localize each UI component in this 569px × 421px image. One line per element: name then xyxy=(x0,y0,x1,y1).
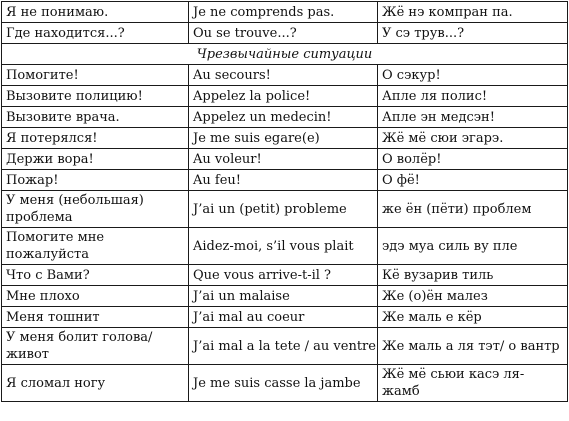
section-header-row xyxy=(2,44,568,65)
russian-phrase: У меня болит голова/ живот xyxy=(2,328,189,365)
russian-phrase: Держи вора! xyxy=(2,149,189,170)
russian-phrase: Мне плохо xyxy=(2,286,189,307)
table-row xyxy=(2,307,568,328)
table-row xyxy=(2,107,568,128)
french-phrase: J’ai mal a la tete / au ventre xyxy=(189,328,378,365)
russian-phrase: Меня тошнит xyxy=(2,307,189,328)
table-row xyxy=(2,286,568,307)
pronunciation: Жё нэ компран па. xyxy=(378,2,568,23)
pronunciation: У сэ трув...? xyxy=(378,23,568,44)
russian-phrase: Я потерялся! xyxy=(2,128,189,149)
table-row xyxy=(2,65,568,86)
russian-phrase: Я не понимаю. xyxy=(2,2,189,23)
french-phrase: J’ai un malaise xyxy=(189,286,378,307)
pronunciation: Апле эн медсэн! xyxy=(378,107,568,128)
phrasebook-table xyxy=(1,1,568,402)
table-row xyxy=(2,149,568,170)
table-row xyxy=(2,23,568,44)
table-row xyxy=(2,228,568,265)
table-row xyxy=(2,265,568,286)
pronunciation: Апле ля полис! xyxy=(378,86,568,107)
pronunciation: О фё! xyxy=(378,170,568,191)
french-phrase: Appelez un medecin! xyxy=(189,107,378,128)
french-phrase: Appelez la police! xyxy=(189,86,378,107)
russian-phrase: Вызовите полицию! xyxy=(2,86,189,107)
table-row xyxy=(2,365,568,402)
pronunciation: О сэкур! xyxy=(378,65,568,86)
russian-phrase: Помогите! xyxy=(2,65,189,86)
pronunciation: эдэ муа силь ву пле xyxy=(378,228,568,265)
pronunciation: Же маль а ля тэт/ о вантр xyxy=(378,328,568,365)
french-phrase: J’ai mal au coeur xyxy=(189,307,378,328)
french-phrase: Je me suis egare(e) xyxy=(189,128,378,149)
french-phrase: Que vous arrive-t-il ? xyxy=(189,265,378,286)
french-phrase: Au voleur! xyxy=(189,149,378,170)
russian-phrase: У меня (небольшая) проблема xyxy=(2,191,189,228)
french-phrase: Au secours! xyxy=(189,65,378,86)
pronunciation: Жё мё сьюи касэ ля- жамб xyxy=(378,365,568,402)
french-phrase: J’ai un (petit) probleme xyxy=(189,191,378,228)
russian-phrase: Что с Вами? xyxy=(2,265,189,286)
table-row xyxy=(2,2,568,23)
pronunciation: Кё вузарив тиль xyxy=(378,265,568,286)
pronunciation: Же (о)ён малез xyxy=(378,286,568,307)
russian-phrase: Помогите мне пожалуйста xyxy=(2,228,189,265)
russian-phrase: Пожар! xyxy=(2,170,189,191)
table-row xyxy=(2,191,568,228)
french-phrase: Je me suis casse la jambe xyxy=(189,365,378,402)
table-row xyxy=(2,170,568,191)
russian-phrase: Вызовите врача. xyxy=(2,107,189,128)
pronunciation: же ён (пёти) проблем xyxy=(378,191,568,228)
russian-phrase: Я сломал ногу xyxy=(2,365,189,402)
pronunciation: Же маль е кёр xyxy=(378,307,568,328)
table-row xyxy=(2,128,568,149)
section-title: Чрезвычайные ситуации xyxy=(2,44,568,65)
french-phrase: Ou se trouve...? xyxy=(189,23,378,44)
table-row xyxy=(2,328,568,365)
french-phrase: Aidez-moi, s’il vous plait xyxy=(189,228,378,265)
pronunciation: Жё мё сюи эгарэ. xyxy=(378,128,568,149)
pronunciation: О волёр! xyxy=(378,149,568,170)
french-phrase: Au feu! xyxy=(189,170,378,191)
table-row xyxy=(2,86,568,107)
russian-phrase: Где находится...? xyxy=(2,23,189,44)
french-phrase: Je ne comprends pas. xyxy=(189,2,378,23)
